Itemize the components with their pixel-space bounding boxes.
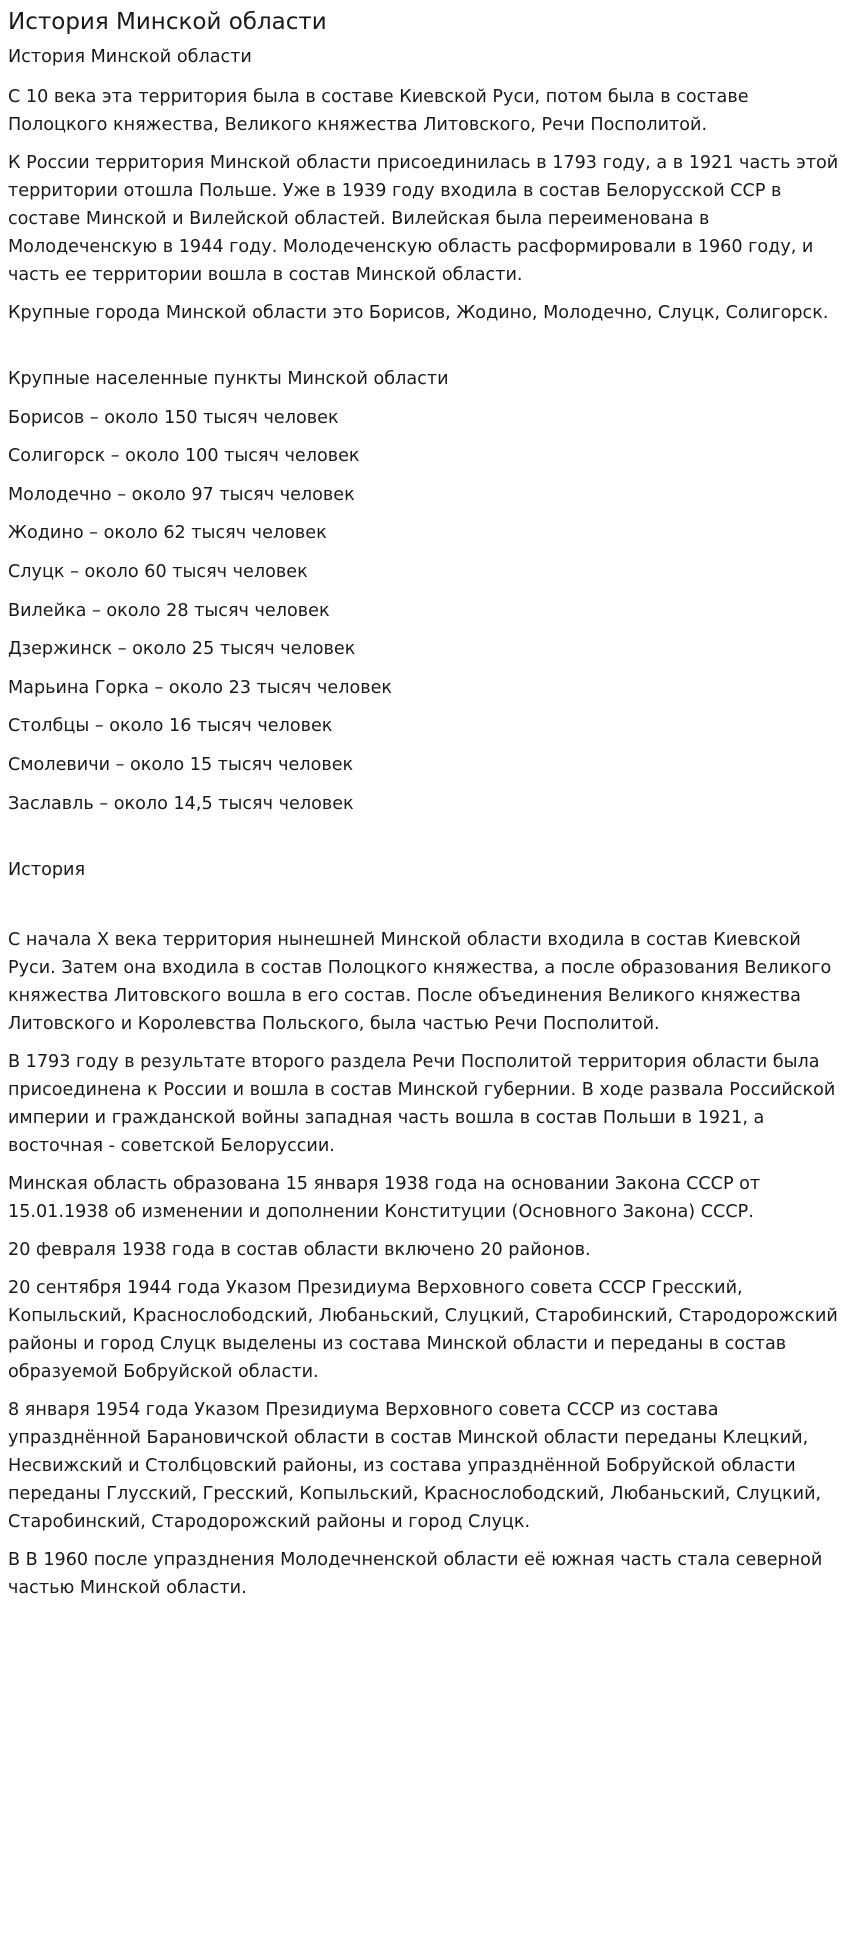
page-title: История Минской области bbox=[8, 9, 327, 35]
list-item: Заславль – около 14,5 тысяч человек bbox=[8, 793, 354, 814]
intro-paragraph: К России территория Минской области присоединилась в 1793 году, а в 1921 часть этой территории отошла Польше. Уже в 1939 году входила в состав Белорусской ССР в составе Минской и Вилейской областей. Вилейская была переименована в Молодеченскую в 1944 году. Молодеченскую область расформировали в 1960 году, и часть ее территории вошла в состав Минской области. bbox=[8, 153, 839, 285]
settlements-heading: Крупные населенные пункты Минской области bbox=[8, 369, 449, 389]
intro-paragraph: С 10 века эта территория была в составе Киевской Руси, потом была в составе Полоцкого княжества, Великого княжества Литовского, Речи Посполитой. bbox=[8, 87, 749, 135]
list-item: Молодечно – около 97 тысяч человек bbox=[8, 484, 355, 505]
subtitle: История Минской области bbox=[8, 47, 252, 67]
list-item: Слуцк – около 60 тысяч человек bbox=[8, 561, 308, 582]
history-paragraph: 8 января 1954 года Указом Президиума Верховного совета СССР из состава упразднённой Барановичской области в состав Минской области переданы Клецкий, Несвижский и Столбцовский районы, из состава упразднённой Бобруйской области переданы Глусский, Гресский, Копыльский, Краснослободский, Любаньский, Слуцкий, Старобинский, Стародорожский районы и город Слуцк. bbox=[8, 1400, 822, 1533]
list-item: Смолевичи – около 15 тысяч человек bbox=[8, 754, 354, 775]
history-paragraph: Минская область образована 15 января 1938 года на основании Закона СССР от 15.01.1938 об изменении и дополнении Конституции (Основного Закона) СССР. bbox=[8, 1174, 761, 1223]
history-paragraph: В 1793 году в результате второго раздела Речи Посполитой территория области была присоединена к России и вошла в состав Минской губернии. В ходе развала Российской империи и гражданской войны западная часть вошла в состав Польши в 1921, а восточная - советской Белоруссии. bbox=[8, 1052, 836, 1157]
history-paragraph: С начала X века территория нынешней Минской области входила в состав Киевской Руси. Затем она входила в состав Полоцкого княжества, а после образования Великого княжества Литовского вошла в его состав. После объединения Великого княжества Литовского и Королевства Польского, была частью Речи Посполитой. bbox=[8, 930, 832, 1035]
list-item: Солигорск – около 100 тысяч человек bbox=[8, 446, 360, 467]
list-item: Марьина Горка – около 23 тысяч человек bbox=[8, 677, 393, 698]
settlements-list bbox=[8, 365, 839, 818]
list-item: Вилейка – около 28 тысяч человек bbox=[8, 600, 330, 621]
history-heading: История bbox=[8, 860, 86, 881]
history-paragraph: В В 1960 после упразднения Молодечненской области её южная часть стала северной частью Минской области. bbox=[8, 1550, 823, 1599]
list-item: Столбцы – около 16 тысяч человек bbox=[8, 716, 333, 737]
list-item: Жодино – около 62 тысяч человек bbox=[8, 523, 327, 544]
intro-paragraph: Крупные города Минской области это Борисов, Жодино, Молодечно, Слуцк, Солигорск. bbox=[8, 303, 829, 323]
list-item: Борисов – около 150 тысяч человек bbox=[8, 407, 339, 428]
list-item: Дзержинск – около 25 тысяч человек bbox=[8, 639, 356, 660]
history-paragraph: 20 февраля 1938 года в состав области включено 20 районов. bbox=[8, 1240, 591, 1261]
history-paragraph: 20 сентября 1944 года Указом Президиума Верховного совета СССР Гресский, Копыльский, Краснослободский, Любаньский, Слуцкий, Старобинский, Стародорожский районы и город Слуцк выделены из состава Минской области и переданы в состав образуемой Бобруйской области. bbox=[8, 1278, 838, 1383]
